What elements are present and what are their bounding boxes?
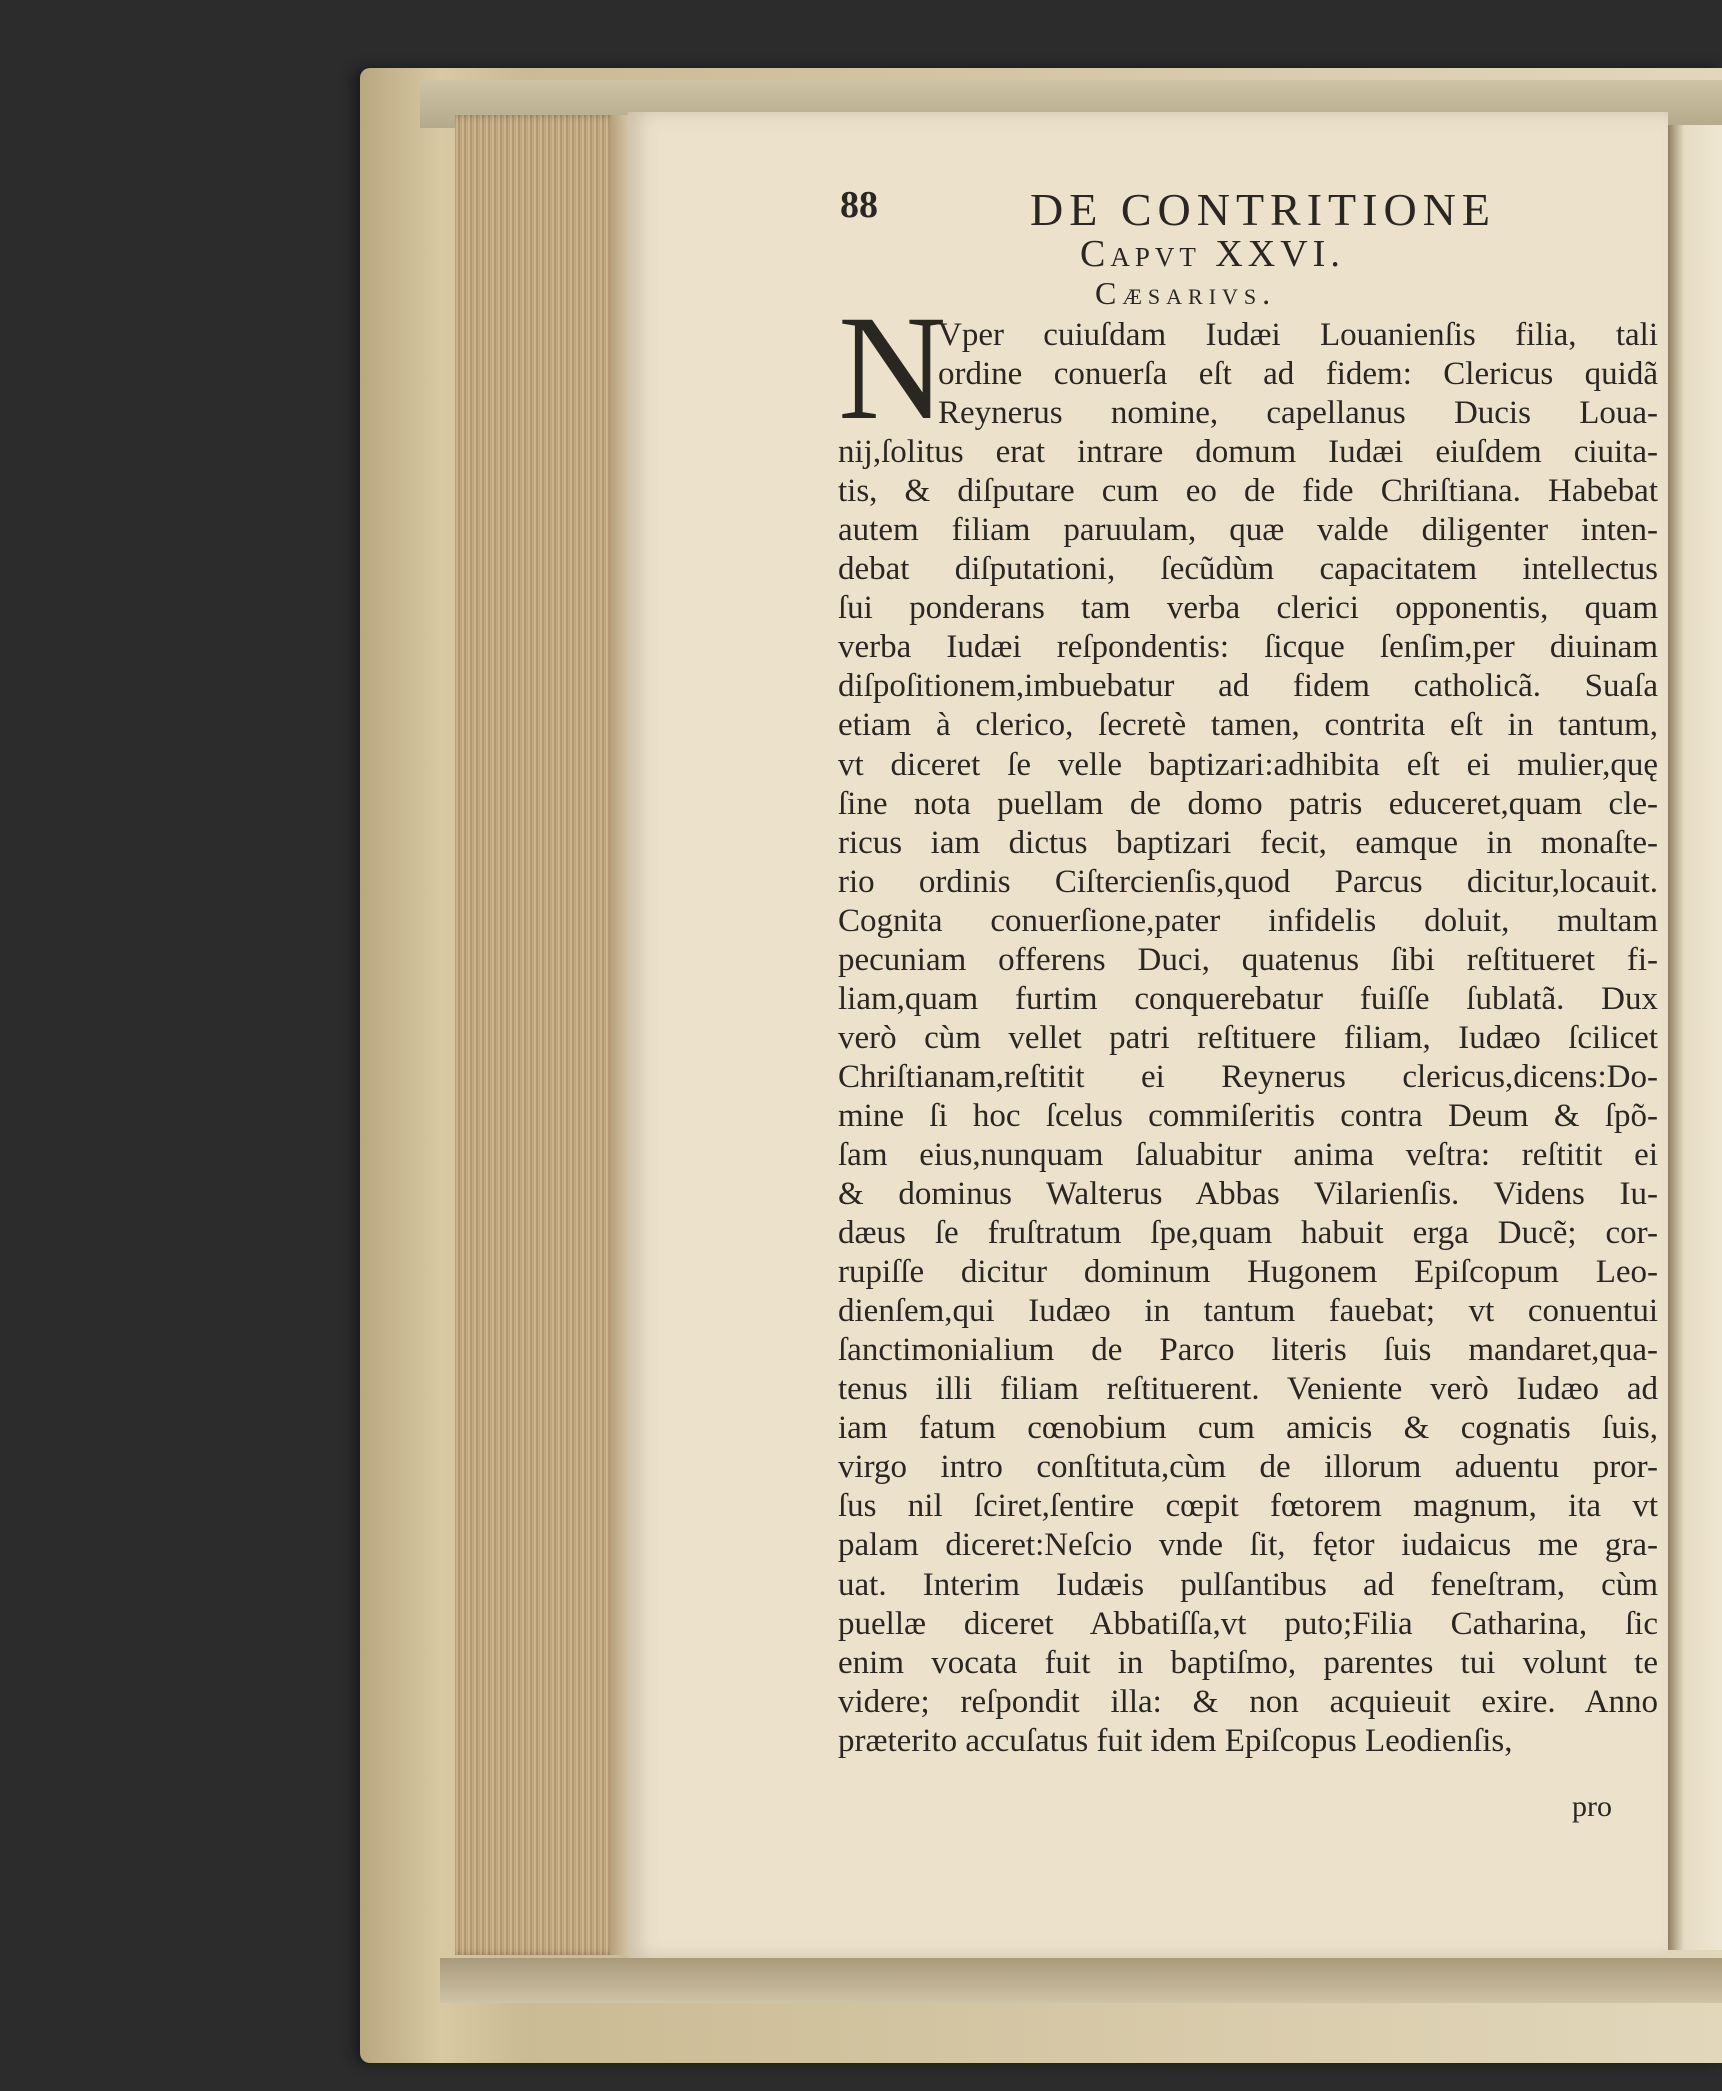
text-line: ſui ponderans tam verba clerici opponentis, quam — [838, 590, 1658, 627]
text-line: tenus illi filiam reſtituerent. Veniente verò Iudæo ad — [838, 1371, 1658, 1408]
body-text — [838, 316, 1658, 1761]
speaker-heading: Cæsarivs. — [1095, 275, 1277, 311]
text-line: etiam à clerico, ſecretè tamen, contrita eſt in tantum, — [838, 707, 1658, 744]
text-line: ſine nota puellam de domo patris educeret,quam cle- — [838, 785, 1658, 822]
facing-page-edge — [1668, 125, 1722, 1950]
text-line: dæus ſe fruſtratum ſpe,quam habuit erga Ducẽ; cor- — [838, 1215, 1658, 1252]
text-line: nij,ſolitus erat intrare domum Iudæi eiuſdem ciuita- — [838, 434, 1658, 471]
text-line: & dominus Walterus Abbas Vilarienſis. Videns Iu- — [838, 1176, 1658, 1213]
text-line: enim vocata fuit in baptiſmo, parentes tui volunt te — [838, 1644, 1658, 1681]
text-line: ſus nil ſciret,ſentire cœpit fœtorem magnum, ita vt — [838, 1488, 1658, 1525]
text-line: Vper cuiuſdam Iudæi Louanienſis filia, tali — [938, 317, 1658, 353]
text-line: verò cùm vellet patri reſtituere filiam, Iudæo ſcilicet — [838, 1019, 1658, 1056]
page-number: 88 — [840, 184, 878, 226]
text-line: rio ordinis Ciſtercienſis,quod Parcus dicitur,locauit. — [838, 863, 1658, 900]
text-line: videre; reſpondit illa: & non acquieuit exire. Anno — [838, 1683, 1658, 1720]
text-line: mine ſi hoc ſcelus commiſeritis contra Deum & ſpõ- — [838, 1097, 1658, 1134]
text-line: ricus iam dictus baptizari fecit, eamque in monaſte- — [838, 824, 1658, 861]
text-line: Chriſtianam,reſtitit ei Reynerus clericus,dicens:Do- — [838, 1058, 1658, 1095]
text-line: verba Iudæi reſpondentis: ſicque ſenſim,per diuinam — [838, 629, 1658, 666]
text-line: puellæ diceret Abbatiſſa,vt puto;Filia Catharina, ſic — [838, 1605, 1658, 1642]
text-line: rupiſſe dicitur dominum Hugonem Epiſcopum Leo- — [838, 1254, 1658, 1291]
text-line: dienſem,qui Iudæo in tantum fauebat; vt conuentui — [838, 1293, 1658, 1330]
text-line: uat. Interim Iudæis pulſantibus ad feneſtram, cùm — [838, 1566, 1658, 1603]
chapter-heading: Capvt XXVI. — [1080, 233, 1345, 275]
text-line: pecuniam offerens Duci, quatenus ſibi reſtitueret fi- — [838, 941, 1658, 978]
text-line: debat diſputationi, ſecũdùm capacitatem intellectus — [838, 551, 1658, 588]
text-line: vt diceret ſe velle baptizari:adhibita eſt ei mulier,quę — [838, 746, 1658, 783]
text-line: iam fatum cœnobium cum amicis & cognatis ſuis, — [838, 1410, 1658, 1447]
catchword: pro — [1572, 1790, 1612, 1823]
text-line: tis, & diſputare cum eo de fide Chriſtiana. Habebat — [838, 473, 1658, 510]
text-line: ordine conuerſa eſt ad fidem: Clericus quidã — [938, 356, 1658, 393]
page-stack-edge — [455, 115, 625, 1955]
text-line: Cognita conuerſione,pater infidelis doluit, multam — [838, 902, 1658, 939]
running-title: DE CONTRITIONE — [1030, 184, 1496, 235]
text-line: autem filiam paruulam, quæ valde diligenter inten- — [838, 512, 1658, 549]
text-line: præterito accuſatus fuit idem Epiſcopus Leodienſis, — [838, 1722, 1513, 1759]
text-line: virgo intro conſtituta,cùm de illorum aduentu pror- — [838, 1449, 1658, 1486]
cover-bottom-edge — [440, 1958, 1722, 2003]
text-line: diſpoſitionem,imbuebatur ad fidem catholicã. Suaſa — [838, 668, 1658, 705]
text-line: ſanctimonialium de Parco literis ſuis mandaret,qua- — [838, 1332, 1658, 1369]
text-line: ſam eius,nunquam ſaluabitur anima veſtra: reſtitit ei — [838, 1136, 1658, 1173]
text-line: liam,quam furtim conquerebatur fuiſſe ſublatã. Dux — [838, 980, 1658, 1017]
text-line: Reynerus nomine, capellanus Ducis Loua- — [938, 395, 1658, 432]
drop-cap: N — [838, 285, 947, 451]
text-line: palam diceret:Neſcio vnde ſit, fętor iudaicus me gra- — [838, 1527, 1658, 1564]
